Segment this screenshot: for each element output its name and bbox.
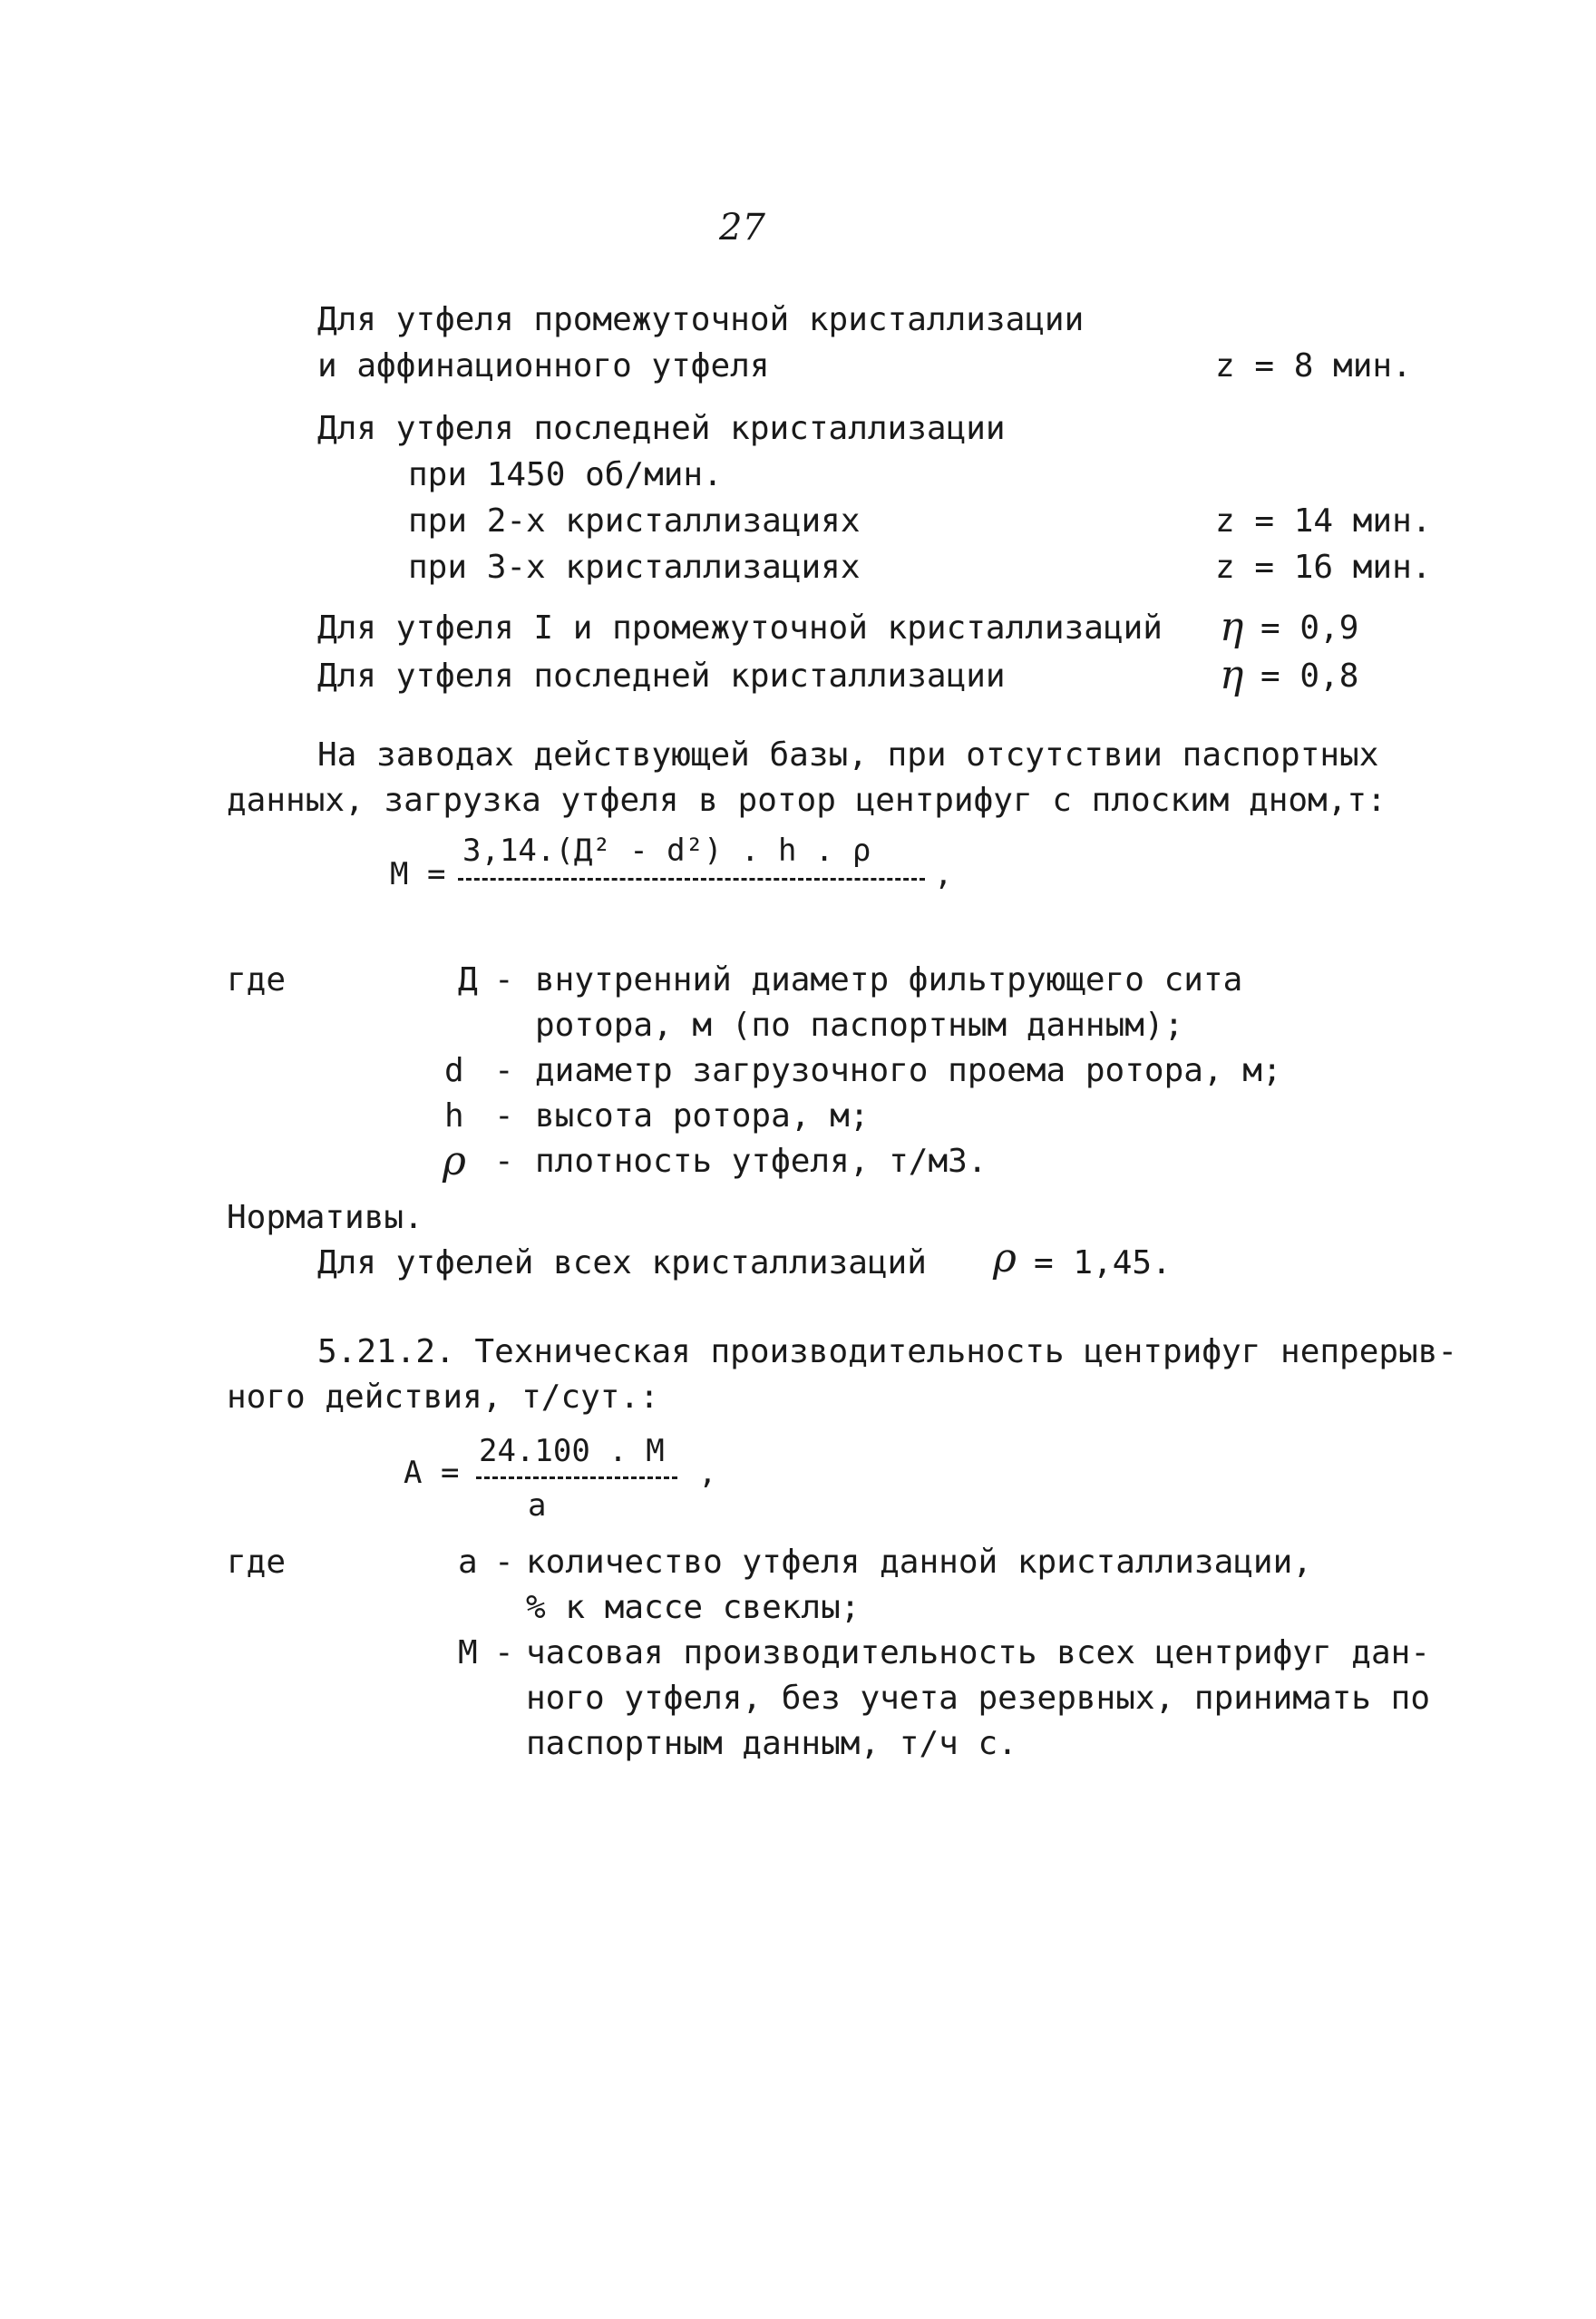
time-rule-value: z = 8 мин.: [1215, 347, 1412, 385]
where-dash: -: [494, 1143, 514, 1180]
where-symbol: a: [458, 1544, 478, 1581]
rho-symbol: ρ: [993, 1235, 1017, 1281]
where-symbol: h: [444, 1097, 464, 1135]
section-line: 5.21.2. Техническая производительность центрифуг непрерыв-: [317, 1333, 1458, 1370]
where-dash: -: [494, 1544, 514, 1581]
formula-lhs: A =: [404, 1455, 460, 1491]
page-number: 27: [719, 207, 765, 248]
where-text: % к массе свеклы;: [526, 1589, 861, 1626]
time-rule-value: z = 16 мин.: [1215, 549, 1432, 586]
time-rule-label: при 1450 об/мин.: [408, 456, 723, 493]
eta-rule-value: = 0,9: [1260, 609, 1359, 647]
where-text: паспортным данным, т/ч с.: [526, 1725, 1017, 1762]
norms-value: = 1,45.: [1034, 1244, 1172, 1281]
eta-symbol: η: [1220, 604, 1244, 650]
eta-rule-value: = 0,8: [1260, 658, 1359, 695]
where-dash: -: [494, 961, 514, 999]
where-text: высота ротора, м;: [535, 1097, 870, 1135]
formula-tail: ,: [934, 856, 953, 892]
time-rule-label: при 2-х кристаллизациях: [408, 502, 861, 540]
time-rule-label: и аффинационного утфеля: [317, 347, 770, 385]
where-word: где: [227, 1544, 287, 1581]
formula-denominator: a: [528, 1487, 547, 1524]
where-dash: -: [494, 1097, 514, 1135]
where-text: внутренний диаметр фильтрующего сита: [535, 961, 1243, 999]
where-symbol: Д: [458, 961, 478, 999]
eta-symbol: η: [1220, 652, 1244, 698]
where-dash: -: [494, 1052, 514, 1089]
where-symbol: d: [444, 1052, 464, 1089]
fraction-bar: [458, 878, 925, 881]
where-text: часовая производительность всех центрифуг дан-: [526, 1634, 1430, 1671]
formula-numerator: 3,14.(Д² - d²) . h . ρ: [462, 833, 871, 869]
where-text: плотность утфеля, т/м3.: [535, 1143, 988, 1180]
time-rule-label: Для утфеля промежуточной кристаллизации: [317, 301, 1085, 338]
where-text: ротора, м (по паспортным данным);: [535, 1007, 1184, 1044]
formula-numerator: 24.100 . M: [479, 1433, 665, 1469]
time-rule-label: Для утфеля последней кристаллизации: [317, 410, 1006, 447]
eta-rule-label: Для утфеля I и промежуточной кристаллизаций: [317, 609, 1163, 647]
paragraph-line: данных, загрузка утфеля в ротор центрифуг с плоским дном,т:: [227, 782, 1387, 819]
where-text: диаметр загрузочного проема ротора, м;: [535, 1052, 1282, 1089]
formula-lhs: M =: [390, 856, 446, 892]
paragraph-line: На заводах действующей базы, при отсутствии паспортных: [317, 736, 1379, 774]
eta-rule-label: Для утфеля последней кристаллизации: [317, 658, 1006, 695]
formula-tail: ,: [698, 1455, 717, 1491]
time-rule-value: z = 14 мин.: [1215, 502, 1432, 540]
norms-label: Для утфелей всех кристаллизаций: [317, 1244, 927, 1281]
where-symbol: M: [458, 1634, 478, 1671]
where-word: где: [227, 961, 287, 999]
where-dash: -: [494, 1634, 514, 1671]
where-text: количество утфеля данной кристаллизации,: [526, 1544, 1312, 1581]
fraction-bar: [476, 1476, 677, 1479]
time-rule-label: при 3-х кристаллизациях: [408, 549, 861, 586]
section-line: ного действия, т/сут.:: [227, 1379, 659, 1416]
norms-heading: Нормативы.: [227, 1199, 423, 1236]
where-symbol: ρ: [443, 1138, 466, 1184]
where-text: ного утфеля, без учета резервных, принимать по: [526, 1680, 1430, 1717]
